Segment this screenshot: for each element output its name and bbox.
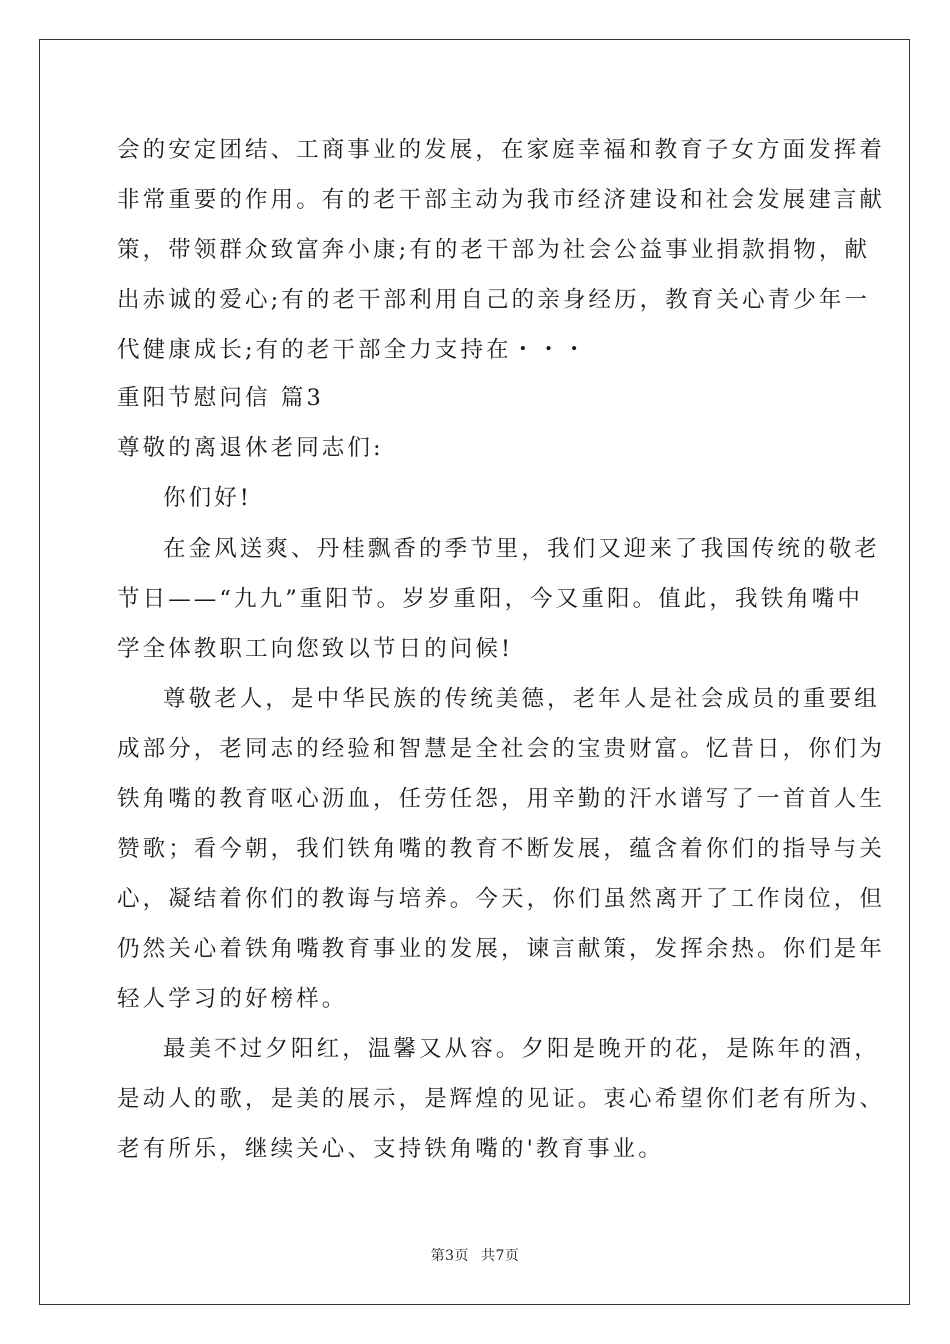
salutation: 尊敬的离退休老同志们: <box>117 435 384 461</box>
text-line: 老有所乐，继续关心、支持铁角嘴的'教育事业。 <box>117 1136 664 1162</box>
text-line: 赞歌；看今朝，我们铁角嘴的教育不断发展，蕴含着你们的指导与关 <box>117 836 886 862</box>
text-line: 在金风送爽、丹桂飘香的季节里，我们又迎来了我国传统的敬老 <box>163 536 880 562</box>
text-line: 非常重要的作用。有的老干部主动为我市经济建设和社会发展建言献 <box>117 187 886 213</box>
text-line: 轻人学习的好榜样。 <box>117 986 348 1012</box>
page-footer <box>0 1246 950 1266</box>
text-line: 学全体教职工向您致以节日的问候! <box>117 636 514 662</box>
text-line: 节日——“九九”重阳节。岁岁重阳，今又重阳。值此，我铁角嘴中 <box>117 586 864 612</box>
greeting: 你们好! <box>163 485 252 511</box>
text-line: 最美不过夕阳红，温馨又从容。夕阳是晚开的花，是陈年的酒， <box>163 1036 880 1062</box>
page-border <box>39 39 910 1305</box>
text-line: 会的安定团结、工商事业的发展，在家庭幸福和教育子女方面发挥着 <box>117 137 886 163</box>
text-line: 是动人的歌，是美的展示，是辉煌的见证。衷心希望你们老有所为、 <box>117 1086 886 1112</box>
page-total: 共7页 <box>481 1248 520 1264</box>
section-heading: 重阳节慰问信 篇3 <box>117 385 324 411</box>
text-line: 心，凝结着你们的教诲与培养。今天，你们虽然离开了工作岗位，但 <box>117 886 886 912</box>
text-line: 铁角嘴的教育呕心沥血，任劳任怨，用辛勤的汗水谱写了一首首人生 <box>117 786 886 812</box>
text-line: 成部分，老同志的经验和智慧是全社会的宝贵财富。忆昔日，你们为 <box>117 736 886 762</box>
page-number: 第3页 <box>430 1248 469 1264</box>
text-line: 代健康成长;有的老干部全力支持在・・・ <box>117 337 589 363</box>
text-line: 仍然关心着铁角嘴教育事业的发展，谏言献策，发挥余热。你们是年 <box>117 936 886 962</box>
text-line: 出赤诚的爱心;有的老干部利用自己的亲身经历，教育关心青少年一 <box>117 287 871 313</box>
text-line: 策，带领群众致富奔小康;有的老干部为社会公益事业捐款捐物，献 <box>117 237 871 263</box>
text-line: 尊敬老人，是中华民族的传统美德，老年人是社会成员的重要组 <box>163 686 880 712</box>
